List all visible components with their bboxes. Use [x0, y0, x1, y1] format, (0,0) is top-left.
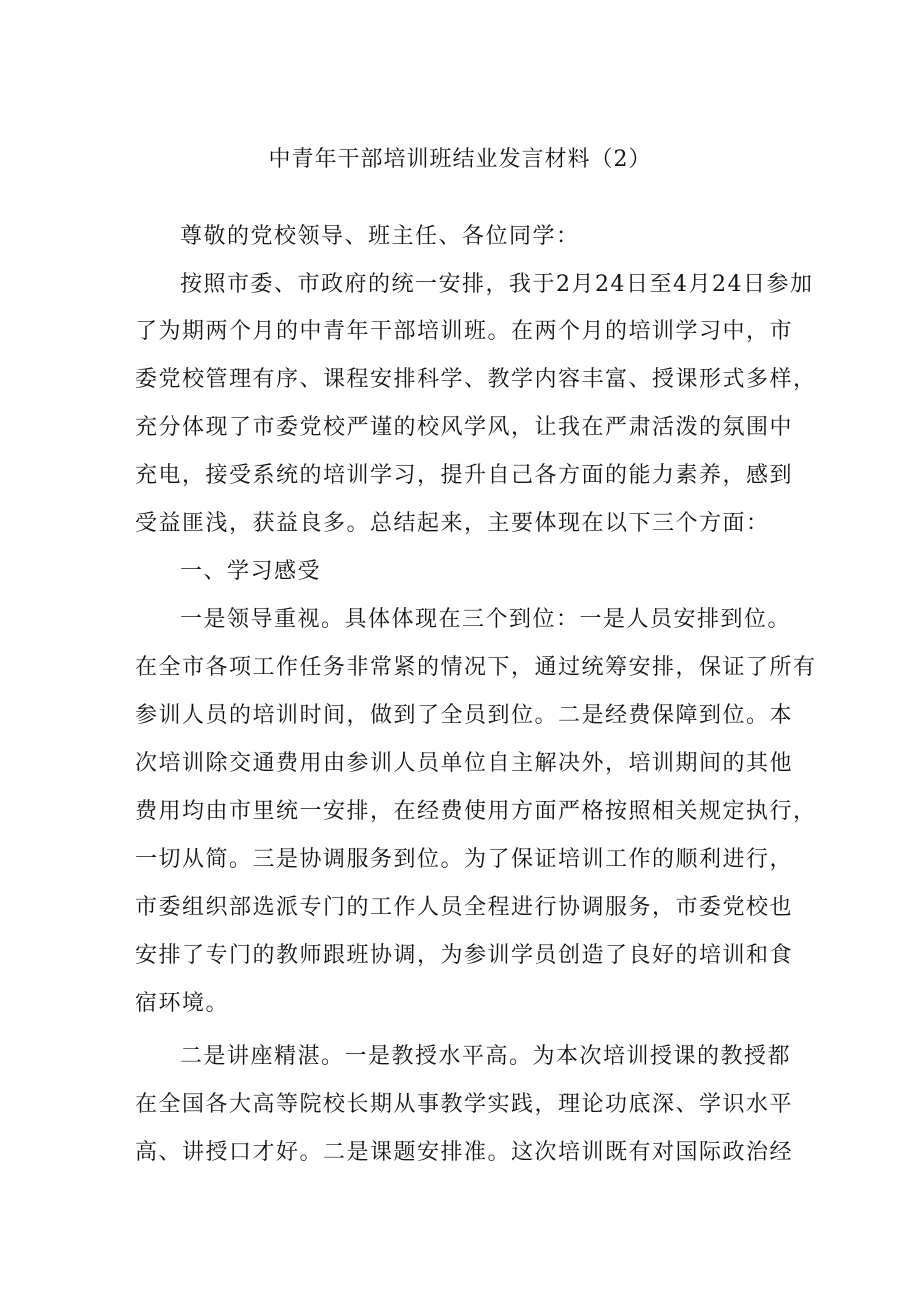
greeting: 尊敬的党校领导、班主任、各位同学：: [180, 224, 580, 249]
paragraph-line: 二是讲座精湛。一是教授水平高。为本次培训授课的教授都: [180, 1044, 792, 1069]
paragraph-line: 一切从简。三是协调服务到位。为了保证培训工作的顺利进行，: [135, 847, 794, 872]
paragraph-line: 在全国各大高等院校长期从事教学实践，理论功底深、学识水平: [135, 1092, 794, 1117]
paragraph-line: 次培训除交通费用由参训人员单位自主解决外，培训期间的其他: [135, 751, 794, 776]
paragraph-line: 充电，接受系统的培训学习，提升自己各方面的能力素养，感到: [135, 463, 794, 488]
paragraph-line: 一是领导重视。具体体现在三个到位：一是人员安排到位。: [180, 607, 792, 632]
document-title: 中青年干部培训班结业发言材料（2）: [268, 147, 652, 172]
paragraph-line: 受益匪浅，获益良多。总结起来，主要体现在以下三个方面：: [135, 511, 770, 536]
paragraph-line: 在全市各项工作任务非常紧的情况下，通过统筹安排，保证了所有: [135, 655, 817, 680]
paragraph-line: 宿环境。: [135, 991, 230, 1016]
paragraph-line: 参训人员的培训时间，做到了全员到位。二是经费保障到位。本: [135, 703, 794, 728]
paragraph-line: 充分体现了市委党校严谨的校风学风，让我在严肃活泼的氛围中: [135, 415, 794, 440]
paragraph-line: 费用均由市里统一安排，在经费使用方面严格按照相关规定执行，: [135, 799, 817, 824]
paragraph-line: 了为期两个月的中青年干部培训班。在两个月的培训学习中，市: [135, 319, 794, 344]
paragraph-line: 高、讲授口才好。二是课题安排准。这次培训既有对国际政治经: [135, 1140, 794, 1165]
paragraph-line: 按照市委、市政府的统一安排，我于2月24日至4月24日参加: [180, 272, 814, 297]
paragraph-line: 市委组织部选派专门的工作人员全程进行协调服务，市委党校也: [135, 895, 794, 920]
paragraph-line: 安排了专门的教师跟班协调，为参训学员创造了良好的培训和食: [135, 943, 794, 968]
section-heading: 一、学习感受: [180, 559, 322, 584]
paragraph-line: 委党校管理有序、课程安排科学、教学内容丰富、授课形式多样，: [135, 367, 817, 392]
